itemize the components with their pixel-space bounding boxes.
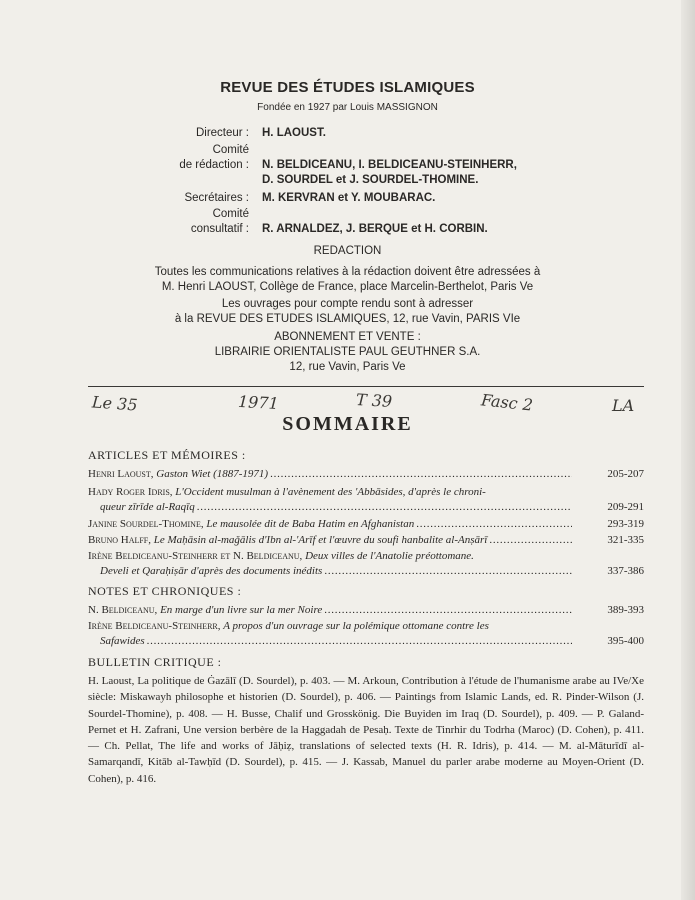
- bulletin-text: H. Laoust, La politique de Ġazālī (D. Sourdel), p. 403. — M. Arkoun, Contribution à l'étude de l'humanisme arabe au IVe/Xe siècle: Miskawayh philosophe et historien (D. Sourdel), p. 406. — Paintings from Islamic Lands, ed. R. Pinder-Wilson (J. Sourdel-Thomine), p. 408. — H. Busse, Chalif und Grosskönig. Die Buyiden im Iraq (D. Sourdel), p. 409. — P. Galand-Pernet et H. Zafrani, Une version berbère de la Haggadah de Pesaḥ. Texte de Tinrhir du Todrha (Maroc) (D. Cohen), p. 411. — Ch. Pellat, The life and works of Jāḥiẓ, translations of selected texts (H. R. Idris), p. 414. — M. al-Māturīdī al-Samarqandī, Kitāb al-Tawḥīd (D. Sourdel), p. 415. — J. Kassab, Manuel du parler arabe moderne au Moyen-Orient (D. Cohen), p. 416.: [88, 675, 644, 785]
- entry-author: Bruno Halff,: [88, 534, 152, 546]
- toc-entry[interactable]: [88, 467, 644, 482]
- entry-title-line2: Develi et Qaraḥiṣār d'après des documents inédits: [100, 565, 323, 577]
- role-secretaires: Secrétaires :: [184, 192, 249, 204]
- entry-title: Le Maḥāsin al-maǧālis d'Ibn al-'Arīf et l'œuvre du soufi hanbalite al-Anṣārī: [153, 534, 488, 546]
- redaction-line1: Toutes les communications relatives à la rédaction doivent être adressées à: [154, 266, 541, 278]
- toc-entry[interactable]: [88, 619, 644, 649]
- entry-author: Irène Beldiceanu-Steinherr,: [88, 620, 221, 632]
- entry-author: Irène Beldiceanu-Steinherr et N. Beldiceanu,: [88, 550, 303, 562]
- entry-pages: 395-400: [607, 635, 644, 647]
- journal-title: REVUE DES ÉTUDES ISLAMIQUES: [220, 79, 475, 96]
- articles-heading: ARTICLES ET MÉMOIRES :: [88, 448, 246, 462]
- journal-founded: Fondée en 1927 par Louis MASSIGNON: [257, 102, 438, 113]
- entry-title: Le mausolée dit de Baba Hatim en Afghanistan: [206, 518, 415, 530]
- role-consultatif-line2: consultatif :: [190, 223, 249, 235]
- entry-title-line2: Safawides: [100, 635, 145, 647]
- entry-author: Henri Laoust,: [88, 468, 154, 480]
- redaction-line2: M. Henri LAOUST, Collège de France, place Marcelin-Berthelot, Paris Ve: [161, 281, 534, 293]
- abonnement-heading: ABONNEMENT ET VENTE :: [274, 331, 421, 343]
- entry-pages: 205-207: [607, 468, 644, 480]
- role-comite-line2: de rédaction :: [179, 159, 249, 171]
- entry-title: Gaston Wiet (1887-1971): [156, 468, 269, 480]
- entry-pages: 293-319: [607, 518, 644, 530]
- entry-author: Janine Sourdel-Thomine,: [88, 518, 204, 530]
- entry-title-line1: L'Occident musulman à l'avènement des 'Abbāsides, d'après le chroni-: [175, 486, 486, 498]
- entry-title: En marge d'un livre sur la mer Noire: [160, 604, 323, 616]
- entry-title-line1: Deux villes de l'Anatolie préottomane.: [305, 550, 474, 562]
- names-directeur: H. LAOUST.: [262, 127, 326, 139]
- sommaire-heading: SOMMAIRE: [282, 413, 413, 435]
- entry-pages: 389-393: [607, 604, 644, 616]
- entry-pages: 209-291: [607, 501, 644, 513]
- toc-entry[interactable]: [88, 533, 644, 548]
- toc-entry[interactable]: [88, 549, 644, 579]
- toc-entry[interactable]: [88, 485, 644, 515]
- divider-rule: [88, 386, 644, 387]
- redaction-line4: à la REVUE DES ETUDES ISLAMIQUES, 12, rue Vavin, PARIS VIe: [174, 313, 521, 325]
- entry-title-line2: queur zīrīde al-Raqīq: [100, 501, 195, 513]
- redaction-heading: REDACTION: [313, 245, 382, 257]
- entry-title-line1: A propos d'un ouvrage sur la polémique ottomane contre les: [223, 620, 489, 632]
- role-consultatif-line1: Comité: [212, 208, 249, 220]
- toc-entry[interactable]: [88, 517, 644, 532]
- role-comite-line1: Comité: [212, 144, 249, 156]
- names-comite-line1: N. BELDICEANU, I. BELDICEANU-STEINHERR,: [262, 159, 517, 171]
- bulletin-heading: BULLETIN CRITIQUE :: [88, 655, 222, 669]
- abonnement-line2: 12, rue Vavin, Paris Ve: [289, 361, 406, 373]
- handwriting-note-2: 1971: [237, 391, 280, 414]
- names-consultatif: R. ARNALDEZ, J. BERQUE et H. CORBIN.: [262, 223, 488, 235]
- names-secretaires: M. KERVRAN et Y. MOUBARAC.: [262, 192, 436, 204]
- redaction-line3: Les ouvrages pour compte rendu sont à adresser: [221, 298, 474, 310]
- handwriting-note-5: LA: [612, 396, 635, 415]
- entry-pages: 321-335: [607, 534, 644, 546]
- entry-author: N. Beldiceanu,: [88, 604, 158, 616]
- entry-author: Hady Roger Idris,: [88, 486, 173, 498]
- handwriting-note-4: Fasc 2: [480, 390, 534, 415]
- notes-heading: NOTES ET CHRONIQUES :: [88, 584, 242, 598]
- handwriting-note-1: Le 35: [91, 392, 139, 415]
- handwriting-note-3: T 39: [355, 390, 393, 411]
- toc-entry[interactable]: [88, 603, 644, 618]
- entry-pages: 337-386: [607, 565, 644, 577]
- role-directeur: Directeur :: [195, 127, 249, 139]
- names-comite-line2: D. SOURDEL et J. SOURDEL-THOMINE.: [262, 174, 479, 186]
- abonnement-line1: LIBRAIRIE ORIENTALISTE PAUL GEUTHNER S.A.: [214, 346, 481, 358]
- page-edge-shadow: [681, 0, 695, 900]
